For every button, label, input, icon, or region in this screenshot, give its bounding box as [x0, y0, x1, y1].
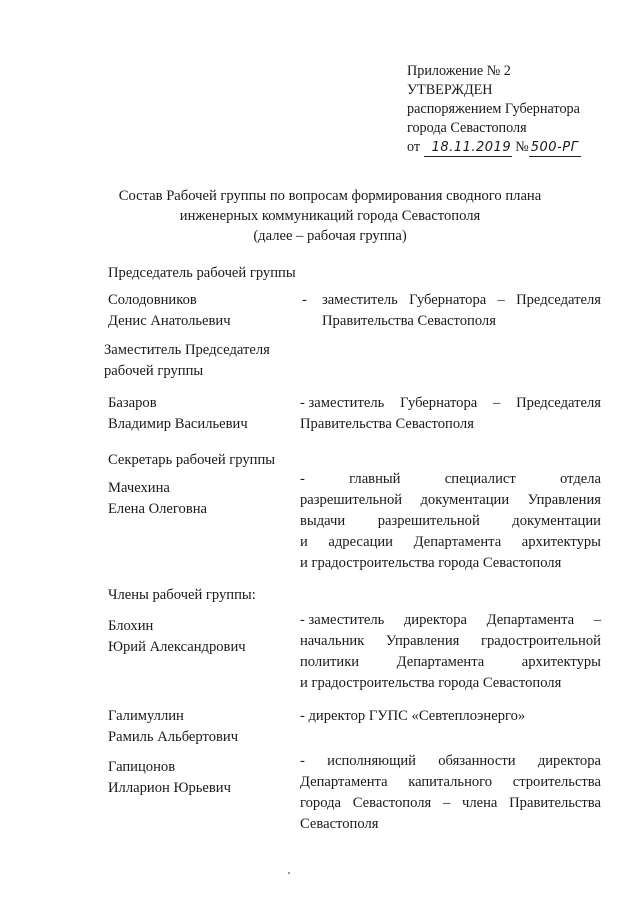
section-line: Заместитель Председателя: [104, 342, 270, 358]
person-blokhin: [108, 616, 246, 658]
given-names: Рамиль Альбертович: [108, 729, 239, 745]
role-line: [300, 793, 601, 814]
role-line: [300, 490, 601, 511]
word: политики: [300, 654, 360, 670]
appendix-number: Приложение № 2: [407, 63, 511, 79]
title-line-3: (далее – рабочая группа): [253, 228, 407, 244]
word: города: [300, 795, 341, 811]
surname: Гапицонов: [108, 759, 176, 775]
appendix-block: [407, 62, 581, 157]
role-line: [322, 290, 601, 311]
word: - заместитель: [300, 395, 385, 411]
scan-speck: [288, 872, 290, 874]
approved-by-line: распоряжением Губернатора: [407, 101, 580, 117]
word: –: [593, 612, 601, 628]
word: Управления: [527, 492, 601, 508]
surname: Галимуллин: [108, 708, 184, 724]
word: Департамента: [413, 534, 502, 550]
approval-date-line: [407, 138, 581, 157]
surname: Мачехина: [108, 480, 170, 496]
person-solodovnikov: [108, 290, 231, 332]
title-line-2: инженерных коммуникаций города Севастополя: [179, 208, 481, 224]
role-galimullin: [300, 706, 601, 727]
given-names: Владимир Васильевич: [108, 416, 248, 432]
handwritten-number: 500-РГ: [529, 140, 581, 157]
given-names: Илларион Юрьевич: [108, 780, 231, 796]
word: архитектуры: [521, 534, 601, 550]
word: заместитель: [322, 292, 398, 308]
role-line: и градостроительства города Севастополя: [300, 555, 562, 571]
role-line: [300, 610, 601, 631]
role-blokhin: [300, 610, 601, 694]
given-names: Юрий Александрович: [108, 639, 246, 655]
role-line: - директор ГУПС «Севтеплоэнерго»: [300, 708, 526, 724]
word: главный: [349, 471, 401, 487]
word: Управления: [385, 633, 460, 649]
role-line: и градостроительства города Севастополя: [300, 675, 562, 691]
word: –: [497, 292, 505, 308]
word: отдела: [560, 471, 601, 487]
word: –: [493, 395, 501, 411]
word: исполняющий: [327, 753, 416, 769]
word: –: [442, 795, 451, 811]
word: Севастополя: [352, 795, 432, 811]
section-members: Члены рабочей группы:: [108, 587, 256, 603]
role-line: [300, 772, 601, 793]
surname: Базаров: [108, 395, 157, 411]
word: -: [300, 471, 305, 487]
approved-label: УТВЕРЖДЕН: [407, 82, 493, 98]
word: специалист: [444, 471, 516, 487]
role-line: [300, 751, 601, 772]
person-gapitsonov: [108, 757, 231, 799]
word: градостроительной: [480, 633, 601, 649]
word: Губернатора: [409, 292, 487, 308]
date-prefix: от: [407, 139, 421, 155]
given-names: Елена Олеговна: [108, 501, 208, 517]
role-gapitsonov: [300, 751, 601, 835]
word: Департамента: [486, 612, 575, 628]
word: архитектуры: [521, 654, 601, 670]
handwritten-date: 18.11.2019: [424, 140, 512, 157]
word: директора: [403, 612, 468, 628]
role-line: Севастополя: [300, 816, 379, 832]
word: Департамента: [396, 654, 485, 670]
role-line: [300, 393, 601, 414]
number-sign: №: [515, 139, 529, 155]
word: члена: [461, 795, 498, 811]
word: разрешительной: [300, 492, 403, 508]
approved-by-city: города Севастополя: [407, 120, 527, 136]
word: Председателя: [516, 292, 601, 308]
word: разрешительной: [377, 513, 480, 529]
role-line: [300, 469, 601, 490]
word: Губернатора: [400, 395, 478, 411]
role-bazarov: [300, 393, 601, 435]
role-line: Правительства Севастополя: [322, 313, 496, 329]
section-deputy-chair: [104, 340, 270, 382]
role-line: [300, 511, 601, 532]
section-secretary: Секретарь рабочей группы: [108, 452, 276, 468]
person-galimullin: [108, 706, 238, 748]
word: и: [300, 534, 308, 550]
word: Правительства: [509, 795, 601, 811]
word: начальник: [300, 633, 365, 649]
given-names: Денис Анатольевич: [108, 313, 231, 329]
role-line: [300, 652, 601, 673]
word: документации: [420, 492, 510, 508]
section-chair: Председатель рабочей группы: [108, 265, 296, 281]
word: выдачи: [300, 513, 346, 529]
document-title: [60, 186, 600, 246]
word: адресации: [328, 534, 393, 550]
surname: Блохин: [108, 618, 154, 634]
surname: Солодовников: [108, 292, 197, 308]
role-line: [300, 631, 601, 652]
role-dash: -: [302, 292, 307, 308]
title-line-1: Состав Рабочей группы по вопросам формирования сводного плана: [118, 188, 542, 204]
word: капитального: [408, 774, 493, 790]
section-line: рабочей группы: [104, 363, 204, 379]
word: Департамента: [300, 774, 388, 790]
word: Председателя: [516, 395, 601, 411]
word: -: [300, 753, 305, 769]
role-line: [300, 532, 601, 553]
word: документации: [512, 513, 601, 529]
person-machekhina: [108, 478, 207, 520]
word: строительства: [512, 774, 601, 790]
person-bazarov: [108, 393, 248, 435]
word: обязанности: [438, 753, 516, 769]
word: директора: [537, 753, 601, 769]
role-solodovnikov: [322, 290, 601, 332]
role-machekhina: [300, 469, 601, 574]
role-line: Правительства Севастополя: [300, 416, 474, 432]
word: - заместитель: [300, 612, 385, 628]
